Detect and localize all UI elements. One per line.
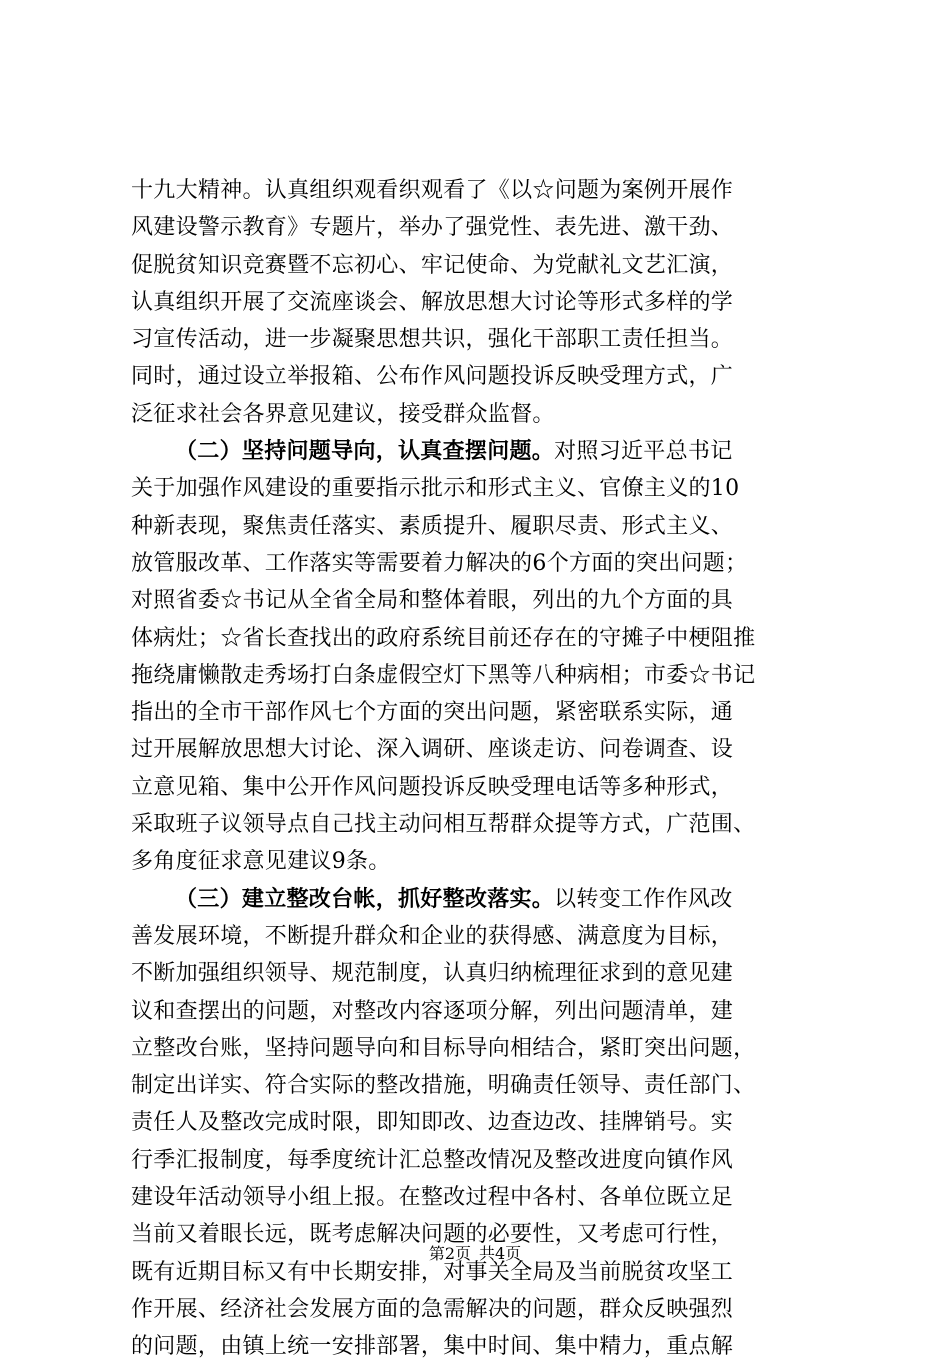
paragraph-line: 行季汇报制度，每季度统计汇总整改情况及整改进度向镇作风	[131, 1147, 734, 1173]
section-3-first-line	[131, 881, 831, 918]
paragraph-line: 责任人及整改完成时限，即知即改、边查边改、挂牌销号。实	[131, 1110, 734, 1136]
paragraph-line: 放管服改革、工作落实等需要着力解决的6个方面的突出问题；	[131, 550, 748, 576]
paragraph-line: 既有近期目标又有中长期安排，对事关全局及当前脱贫攻坚工	[131, 1259, 734, 1285]
section-2-lead-text: 对照习近平总书记	[554, 439, 733, 465]
paragraph-line: 风建设警示教育》专题片，举办了强党性、表先进、激干劲、	[131, 215, 734, 241]
paragraph-line: 制定出详实、符合实际的整改措施，明确责任领导、责任部门、	[131, 1073, 756, 1099]
document-body	[131, 172, 831, 1366]
paragraph-line: 泛征求社会各界意见建议，接受群众监督。	[131, 401, 555, 427]
section-2-first-line	[131, 433, 831, 470]
paragraph-line: 立整改台账，坚持问题导向和目标导向相结合，紧盯突出问题，	[131, 1035, 756, 1061]
paragraph-line: 当前又着眼长远，既考虑解决问题的必要性，又考虑可行性，	[131, 1222, 734, 1248]
section-2-heading: （二）坚持问题导向，认真查摆问题。	[175, 439, 555, 465]
paragraph-line: 建设年活动领导小组上报。在整改过程中各村、各单位既立足	[131, 1185, 734, 1211]
page-number: 第2页	[428, 1244, 471, 1263]
paragraph-line: 善发展环境，不断提升群众和企业的获得感、满意度为目标，	[131, 923, 734, 949]
paragraph-line: 习宣传活动，进一步凝聚思想共识，强化干部职工责任担当。	[131, 327, 734, 353]
paragraph-line: 种新表现，聚焦责任落实、素质提升、履职尽责、形式主义、	[131, 513, 734, 539]
paragraph-line: 指出的全市干部作风七个方面的突出问题，紧密联系实际，通	[131, 700, 734, 726]
paragraph-line: 立意见箱、集中公开作风问题投诉反映受理电话等多种形式，	[131, 774, 734, 800]
paragraph-line: 关于加强作风建设的重要指示批示和形式主义、官僚主义的10	[131, 476, 740, 502]
paragraph-line: 议和查摆出的问题，对整改内容逐项分解，列出问题清单，建	[131, 998, 734, 1024]
paragraph-line: 多角度征求意见建议9条。	[131, 849, 391, 875]
paragraph-line: 认真组织开展了交流座谈会、解放思想大讨论等形式多样的学	[131, 289, 734, 315]
paragraph-line: 拖绕庸懒散走秀场打白条虚假空灯下黑等八种病相；市委☆书记	[131, 662, 756, 688]
page-total: 共4页	[479, 1244, 522, 1263]
paragraph-line: 采取班子议领导点自己找主动问相互帮群众提等方式，广范围、	[131, 812, 756, 838]
paragraph-line: 过开展解放思想大讨论、深入调研、座谈走访、问卷调查、设	[131, 737, 734, 763]
section-3-lead-text: 以转变工作作风改	[554, 886, 733, 912]
paragraph-line: 作开展、经济社会发展方面的急需解决的问题，群众反映强烈	[131, 1296, 734, 1322]
paragraph-line: 同时，通过设立举报箱、公布作风问题投诉反映受理方式，广	[131, 364, 734, 390]
paragraph-line: 体病灶；☆省长查找出的政府系统目前还存在的守摊子中梗阻推	[131, 625, 756, 651]
paragraph-line: 十九大精神。认真组织观看织观看了《以☆问题为案例开展作	[131, 178, 734, 203]
page-footer	[0, 1243, 950, 1265]
paragraph-line: 促脱贫知识竞赛暨不忘初心、牢记使命、为党献礼文艺汇演，	[131, 252, 734, 278]
paragraph-line: 不断加强组织领导、规范制度，认真归纳梳理征求到的意见建	[131, 961, 734, 987]
paragraph-line: 的问题，由镇上统一安排部署，集中时间、集中精力，重点解	[131, 1334, 734, 1360]
section-3-heading: （三）建立整改台帐，抓好整改落实。	[175, 886, 555, 912]
paragraph-line: 对照省委☆书记从全省全局和整体着眼，列出的九个方面的具	[131, 588, 734, 614]
